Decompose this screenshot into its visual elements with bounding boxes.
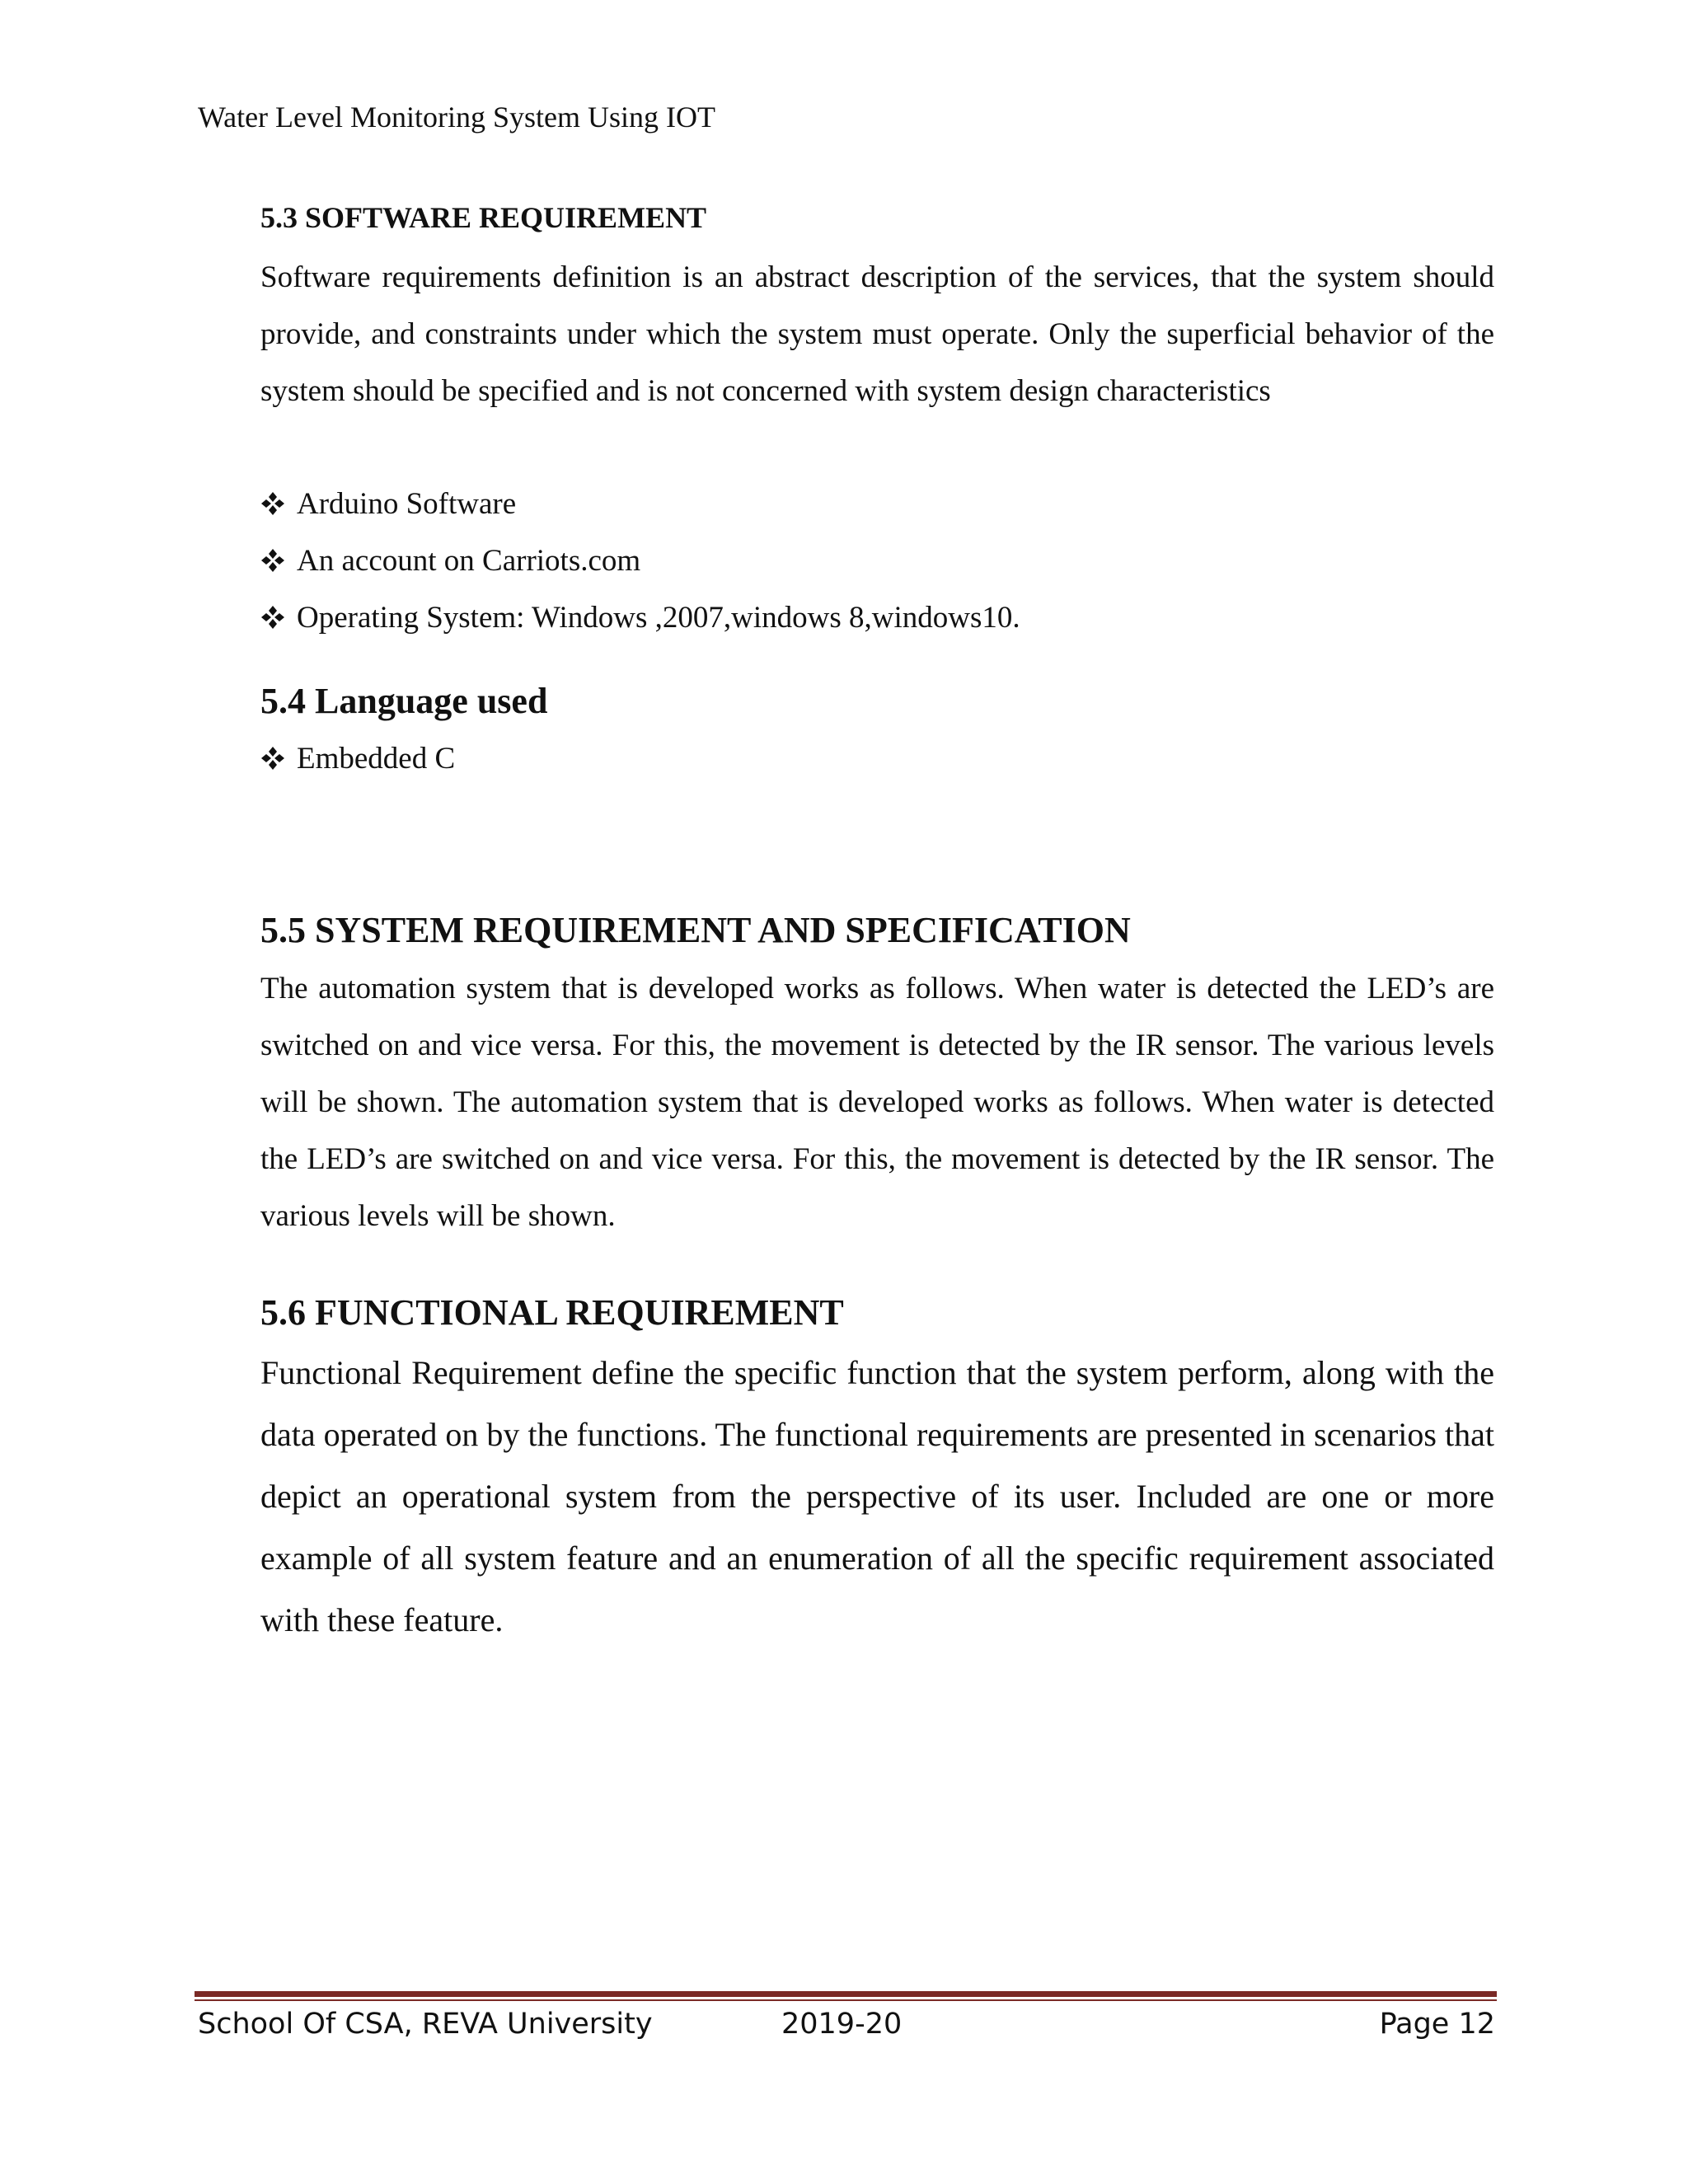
four-diamond-bullet-icon xyxy=(260,548,285,573)
list-item xyxy=(260,476,1494,532)
section-heading: 5.3 SOFTWARE REQUIREMENT xyxy=(260,201,707,234)
footer-page-number: Page 12 xyxy=(1379,2008,1495,2041)
footer-divider xyxy=(195,1991,1497,2001)
section-heading: 5.5 SYSTEM REQUIREMENT AND SPECIFICATION xyxy=(260,910,1131,950)
footer-school: School Of CSA, REVA University xyxy=(198,2008,653,2041)
list-item xyxy=(260,589,1494,646)
section-heading: 5.4 Language used xyxy=(260,681,548,721)
footer-year: 2019-20 xyxy=(781,2008,903,2041)
list-item xyxy=(260,532,1494,589)
page-footer xyxy=(198,2001,1495,2047)
list-item xyxy=(260,730,1494,787)
list-item-text: An account on Carriots.com xyxy=(297,544,641,578)
section-system-requirement xyxy=(260,905,1494,1244)
list-item-text: Arduino Software xyxy=(297,487,517,521)
section-paragraph: Functional Requirement define the specific function that the system perform, along with the data operated on by the functions. The functional requirements are presented in scenarios that depict an operational system from the perspective of its user. Included are one or more example of all system feature and an enumeration of all the specific requirement associated with these feature. xyxy=(260,1354,1494,1638)
section-software-requirement xyxy=(260,194,1494,646)
section-heading: 5.6 FUNCTIONAL REQUIREMENT xyxy=(260,1292,844,1333)
running-header: Water Level Monitoring System Using IOT xyxy=(198,101,715,134)
language-bullet-list xyxy=(260,730,1494,787)
list-item-text: Operating System: Windows ,2007,windows 8,windows10. xyxy=(297,601,1020,635)
section-functional-requirement xyxy=(260,1287,1494,1651)
list-item-text: Embedded C xyxy=(297,742,456,776)
footer-divider-thick xyxy=(195,1991,1497,1997)
section-paragraph: Software requirements definition is an abstract description of the services, that the system should provide, and constraints under which the system must operate. Only the superficial behavior of the system should be specified and is not concerned with system design characteristics xyxy=(260,260,1494,408)
page-content xyxy=(260,194,1494,1651)
four-diamond-bullet-icon xyxy=(260,746,285,771)
section-paragraph: The automation system that is developed works as follows. When water is detected the LED’s are switched on and vice versa. For this, the movement is detected by the IR sensor. The various levels will be shown. The automation system that is developed works as follows. When water is detected the LED’s are switched on and vice versa. For this, the movement is detected by the IR sensor. The various levels will be shown. xyxy=(260,972,1494,1233)
four-diamond-bullet-icon xyxy=(260,605,285,630)
section-language-used xyxy=(260,676,1494,787)
four-diamond-bullet-icon xyxy=(260,491,285,516)
software-bullet-list xyxy=(260,476,1494,646)
